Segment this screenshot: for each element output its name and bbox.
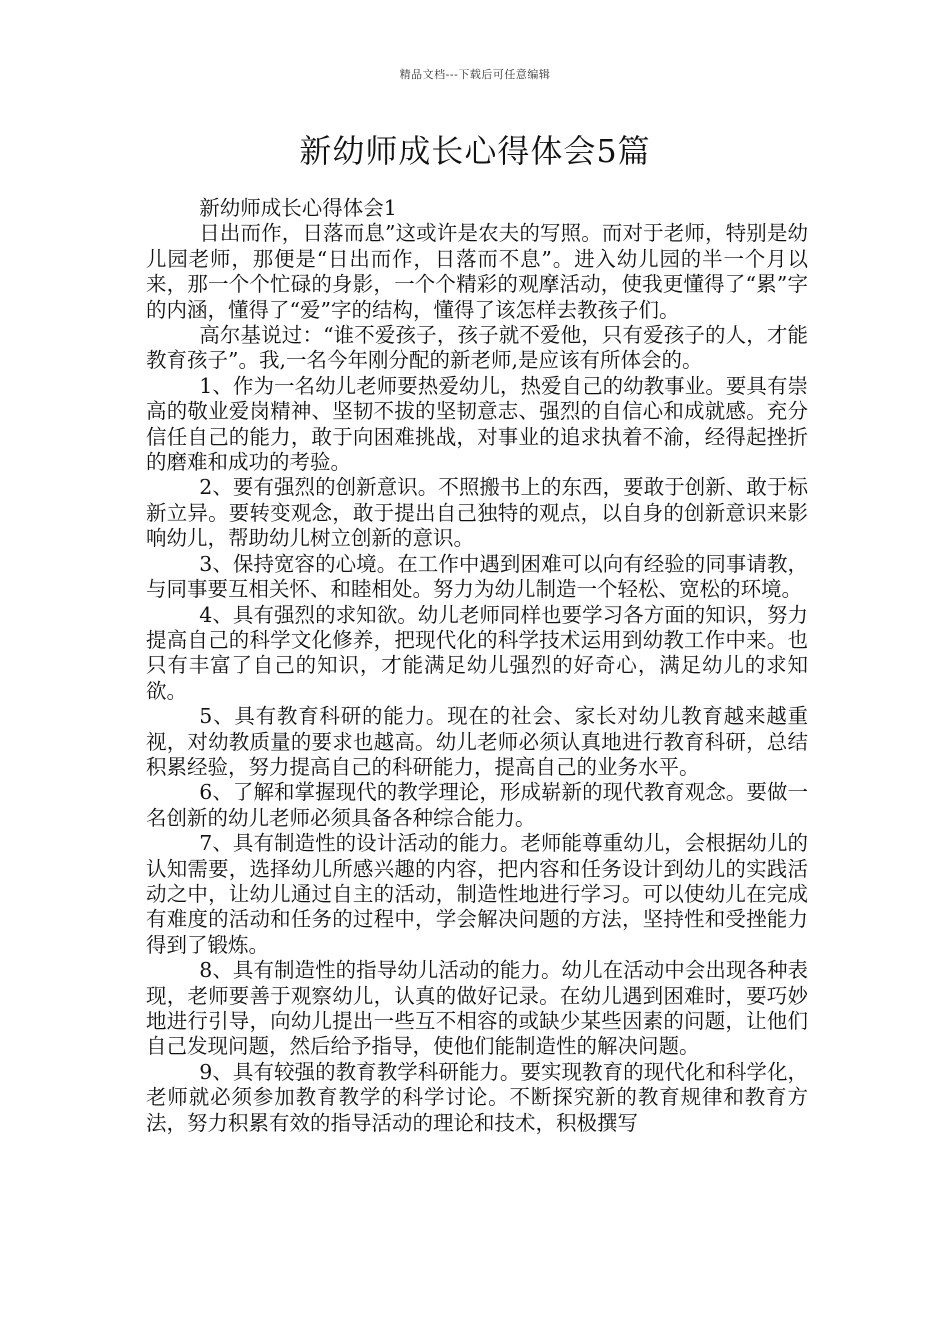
paragraph: 7、具有制造性的设计活动的能力。老师能尊重幼儿，会根据幼儿的认知需要，选择幼儿所感兴趣的内容，把内容和任务设计到幼儿的实践活动之中，让幼儿通过自主的活动，制造性地进行学习。可以使幼儿在完成有难度的活动和任务的过程中，学会解决问题的方法，坚持性和受挫能力得到了锻炼。 (146, 831, 808, 957)
paragraph: 6、了解和掌握现代的教学理论，形成崭新的现代教育观念。要做一名创新的幼儿老师必须具备各种综合能力。 (146, 780, 808, 830)
paragraph: 日出而作，日落而息”这或许是农夫的写照。而对于老师，特别是幼儿园老师，那便是“日出而作，日落而不息”。进入幼儿园的半一个月以来，那一个个忙碌的身影，一个个精彩的观摩活动，使我更懂得了“累”字的内涵，懂得了“爱”字的结构，懂得了该怎样去教孩子们。 (146, 221, 808, 322)
paragraph: 高尔基说过：“谁不爱孩子，孩子就不爱他，只有爱孩子的人，才能教育孩子”。我,一名今年刚分配的新老师,是应该有所体会的。 (146, 323, 808, 373)
paragraph: 2、要有强烈的创新意识。不照搬书上的东西，要敢于创新、敢于标新立异。要转变观念，敢于提出自己独特的观点，以自身的创新意识来影响幼儿，帮助幼儿树立创新的意识。 (146, 475, 808, 551)
paragraph: 8、具有制造性的指导幼儿活动的能力。幼儿在活动中会出现各种表现，老师要善于观察幼儿，认真的做好记录。在幼儿遇到困难时，要巧妙地进行引导，向幼儿提出一些互不相容的或缺少某些因素的问题，让他们自己发现问题，然后给予指导，使他们能制造性的解决问题。 (146, 958, 808, 1059)
paragraph: 9、具有较强的教育教学科研能力。要实现教育的现代化和科学化，老师就必须参加教育教学的科学讨论。不断探究新的教育规律和教育方法，努力积累有效的指导活动的理论和技术，积极撰写 (146, 1059, 808, 1135)
paragraph: 5、具有教育科研的能力。现在的社会、家长对幼儿教育越来越重视，对幼教质量的要求也越高。幼儿老师必须认真地进行教育科研，总结积累经验，努力提高自己的科研能力，提高自己的业务水平。 (146, 704, 808, 779)
header-note: 精品文档---下载后可任意编辑 (399, 68, 551, 81)
paragraph: 3、保持宽容的心境。在工作中遇到困难可以向有经验的同事请教，与同事要互相关怀、和睦相处。努力为幼儿制造一个轻松、宽松的环境。 (146, 551, 808, 602)
paragraph: 4、具有强烈的求知欲。幼儿老师同样也要学习各方面的知识，努力提高自己的科学文化修养，把现代化的科学技术运用到幼教工作中来。也只有丰富了自己的知识，才能满足幼儿强烈的好奇心，满足幼儿的求知欲。 (146, 602, 808, 703)
document-body (146, 196, 808, 1136)
section-heading: 新幼师成长心得体会1 (199, 196, 397, 220)
paragraph: 1、作为一名幼儿老师要热爱幼儿，热爱自己的幼教事业。要具有崇高的敬业爱岗精神、坚韧不拔的坚韧意志、强烈的自信心和成就感。充分信任自己的能力，敢于向困难挑战，对事业的追求执着不渝，经得起挫折的磨难和成功的考验。 (146, 373, 808, 475)
document-title: 新幼师成长心得体会5篇 (299, 132, 651, 170)
